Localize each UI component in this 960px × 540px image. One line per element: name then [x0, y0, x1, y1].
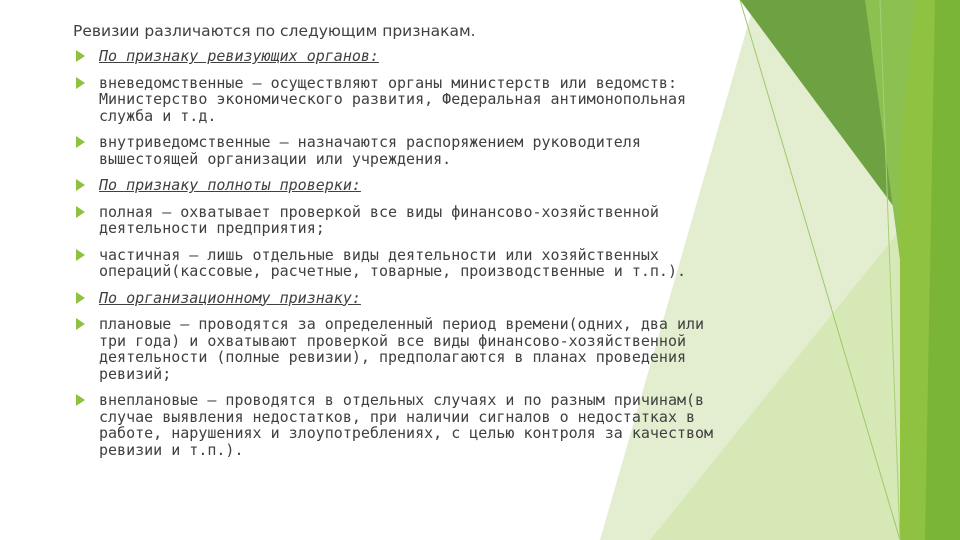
bullet-text: По признаку полноты проверки: — [99, 176, 361, 194]
slide-content — [73, 20, 733, 468]
bullet-item-internal — [73, 134, 733, 167]
bullet-item-unplanned — [73, 392, 733, 458]
bullet-text: плановые – проводятся за определенный период времени(одних, два или три года) и охватывают проверкой все виды финансово-хозяйственной деятельности (полные ревизии), предполагаются в планах проведения ревизий; — [99, 315, 705, 383]
bullet-arrow-icon — [76, 179, 85, 191]
bullet-text: внеплановые – проводятся в отдельных случаях и по разным причинам(в случае выявления недостатков, при наличии сигналов о недостатках в работе, нарушениях и злоупотреблениях, с целью контроля за качеством ревизии и т.п.). — [99, 391, 714, 459]
bullet-text: По признаку ревизующих органов: — [99, 47, 379, 65]
bullet-arrow-icon — [76, 77, 85, 89]
bullet-list — [73, 48, 733, 458]
bullet-arrow-icon — [76, 136, 85, 148]
bullet-arrow-icon — [76, 206, 85, 218]
bullet-arrow-icon — [76, 50, 85, 62]
bullet-text: внутриведомственные – назначаются распоряжением руководителя вышестоящей организации или учреждения. — [99, 133, 641, 168]
bullet-item-full — [73, 204, 733, 237]
bullet-arrow-icon — [76, 292, 85, 304]
bullet-section-organizational — [73, 290, 733, 307]
bullet-arrow-icon — [76, 394, 85, 406]
slide-heading: Ревизии различаются по следующим признакам. — [73, 22, 476, 40]
bullet-text: полная – охватывает проверкой все виды финансово-хозяйственной деятельности предприятия; — [99, 202, 659, 237]
bullet-text: частичная — лишь отдельные виды деятельности или хозяйственных операций(кассовые, расчетные, товарные, производственные и т.п.). — [99, 245, 686, 280]
bullet-section-revising-bodies — [73, 48, 733, 65]
bullet-item-external — [73, 75, 733, 125]
bullet-text: По организационному признаку: — [99, 288, 361, 307]
bullet-item-partial — [73, 247, 733, 280]
bullet-arrow-icon — [76, 318, 85, 330]
bullet-arrow-icon — [76, 249, 85, 261]
bullet-section-completeness — [73, 177, 733, 194]
bullet-item-planned — [73, 316, 733, 382]
bullet-text: вневедомственные – осуществляют органы министерств или ведомств: Министерство экономического развития, Федеральная антимонопольная служба и т.д. — [99, 73, 686, 125]
